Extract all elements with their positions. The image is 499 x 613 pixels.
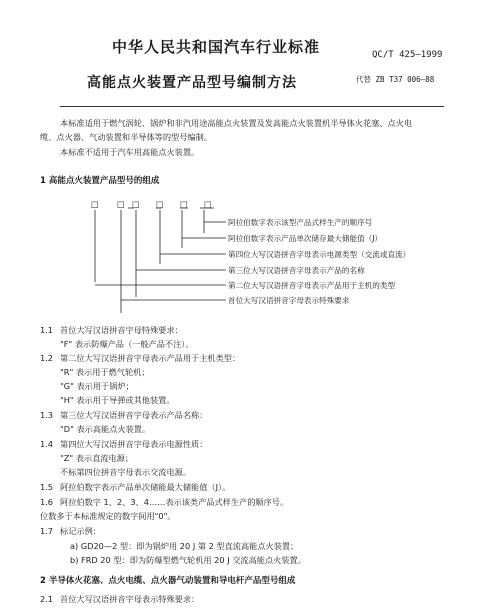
- item-1-6-text: 阿拉伯数字 1、2、3、4……表示该类产品式样生产的顺序号。: [60, 497, 289, 507]
- item-1-3-num: 1.3: [40, 410, 54, 420]
- code-slot-5: □: [180, 199, 188, 209]
- item-1-2-line-a: "R" 表示用于燃气轮机；: [60, 367, 150, 377]
- item-1-4-num: 1.4: [40, 439, 54, 449]
- annotation-host-type: 第二位大写汉语拼音字母表示产品用于主机的类型: [228, 281, 396, 290]
- annotation-energy-value: 阿拉伯数字表示产品单次储存最大储能值（J）: [228, 234, 383, 243]
- item-1-3-text: 第三位大写汉语拼音字母表示产品名称：: [60, 410, 208, 420]
- example-b: b) FRD 20 型：即为防爆型燃气轮机用 20 J 交流高能点火装置。: [70, 555, 306, 565]
- item-2-1-text: 首位大写汉语拼音字母表示特殊要求：: [60, 594, 200, 604]
- annotation-special-requirement: 首位大写汉语拼音字母表示特殊要求: [228, 296, 350, 305]
- example-a: a) GD20—2 型：即为锅炉用 20 J 第 2 型直流高能点火装置；: [70, 541, 299, 551]
- annotation-product-name: 第三位大写汉语拼音字母表示产品的名称: [228, 266, 365, 275]
- code-slot-2: □: [117, 199, 125, 209]
- intro-paragraph-1-line-1: 本标准适用于燃气涡轮、锅炉和非汽用途高能点火装置及发高能点火装置机半导体火花塞、点火电: [60, 118, 413, 128]
- intro-paragraph-2: 本标准不适用于汽车用高能点火装置。: [60, 147, 200, 157]
- item-1-4-line-b: 不标第四位拼音字母表示交流电源。: [60, 467, 192, 477]
- standard-category-title: 中华人民共和国汽车行业标准: [112, 38, 321, 56]
- item-1-6-num: 1.6: [40, 497, 54, 507]
- item-1-1-num: 1.1: [40, 325, 54, 335]
- item-1-4-text: 第四位大写汉语拼音字母表示电源性质：: [60, 439, 208, 449]
- item-1-5-text: 阿拉伯数字表示产品单次储能最大储能值（J）。: [60, 482, 231, 492]
- item-1-1-line: "F" 表示防爆产品（一般产品不注）。: [60, 339, 194, 349]
- standard-number: QC/T 425—1999: [372, 50, 443, 60]
- item-1-7-num: 1.7: [40, 526, 54, 536]
- item-1-1-text: 首位大写汉语拼音字母特殊要求：: [60, 325, 183, 335]
- code-slot-1: □: [91, 199, 99, 209]
- intro-paragraph-1-line-2: 缆、点火器、气动装置和半导体等的型号编制。: [40, 132, 212, 142]
- item-1-2-text: 第二位大写汉语拼音字母表示产品用于主机类型：: [60, 353, 241, 363]
- code-slot-3: □: [132, 199, 140, 209]
- code-slot-6: □: [204, 199, 212, 209]
- item-1-2-num: 1.2: [40, 353, 54, 363]
- section-1-heading: 1 高能点火装置产品型号的组成: [40, 176, 160, 186]
- replaced-standard: 代替 ZB T37 006—88: [356, 75, 435, 84]
- item-2-1-num: 2.1: [40, 594, 54, 604]
- item-1-4-line-a: "Z" 表示直流电源；: [60, 453, 134, 463]
- item-1-2-line-b: "G" 表示用于锅炉；: [60, 381, 134, 391]
- section-2-heading: 2 半导体火花塞、点火电缆、点火器气动装置和导电杆产品型号组成: [40, 576, 296, 586]
- item-1-5-num: 1.5: [40, 482, 54, 492]
- item-1-6-line: 位数多于本标准规定的数字间用"0"。: [40, 511, 176, 521]
- code-slot-4: □: [156, 199, 164, 209]
- item-1-3-line: "D" 表示高能点火装置。: [60, 424, 151, 434]
- annotation-sequence-number: 阿拉伯数字表示该型产品式样生产的顺序号: [228, 218, 373, 227]
- item-1-2-line-c: "H" 表示用于导弹或其他装置。: [60, 395, 175, 405]
- item-1-7-text: 标记示例：: [60, 526, 101, 536]
- annotation-power-type: 第四位大写汉语拼音字母表示电源类型（交流或直流）: [228, 250, 411, 259]
- document-title: 高能点火装置产品型号编制方法: [87, 75, 297, 91]
